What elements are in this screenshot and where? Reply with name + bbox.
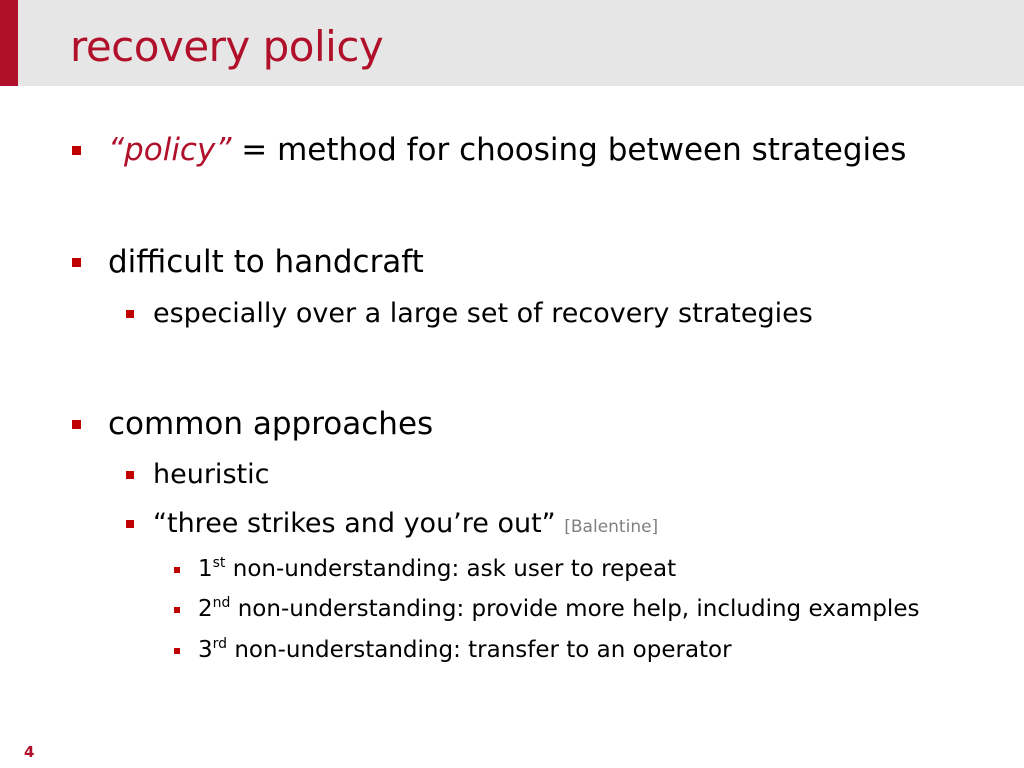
step-ordinal: 2	[198, 596, 213, 622]
square-bullet-icon	[72, 258, 81, 267]
step-ordinal: 1	[198, 556, 213, 582]
policy-definition: = method for choosing between strategies	[231, 132, 907, 168]
approaches-text: common approaches	[108, 406, 434, 442]
bullet-approaches	[108, 406, 434, 442]
square-bullet-icon	[72, 146, 81, 155]
step-text: non-understanding: provide more help, including examples	[230, 596, 920, 622]
bullet-handcraft-sub	[153, 300, 813, 327]
square-bullet-icon	[126, 471, 134, 479]
square-bullet-icon	[126, 310, 134, 318]
step-text: non-understanding: ask user to repeat	[225, 556, 677, 582]
slide-title: recovery policy	[70, 22, 384, 71]
citation: [Balentine]	[564, 517, 659, 537]
step-text: non-understanding: transfer to an operator	[227, 637, 732, 663]
accent-bar	[0, 0, 18, 86]
handcraft-text: difficult to handcraft	[108, 244, 424, 280]
square-bullet-icon	[126, 520, 134, 528]
bullet-three-strikes	[153, 510, 658, 537]
square-bullet-icon	[72, 420, 81, 429]
step-ordinal: 3	[198, 637, 213, 663]
step-ordinal-suffix: rd	[212, 636, 228, 652]
page-number: 4	[24, 743, 35, 761]
heuristic-text: heuristic	[153, 459, 270, 490]
bullet-heuristic	[153, 461, 269, 488]
bullet-step-2	[198, 595, 920, 622]
square-bullet-icon	[174, 648, 180, 654]
bullet-step-1	[198, 555, 677, 582]
policy-term: “policy”	[108, 132, 232, 168]
bullet-handcraft	[108, 244, 424, 280]
bullet-policy	[108, 132, 907, 168]
step-ordinal-suffix: nd	[212, 595, 231, 611]
square-bullet-icon	[174, 567, 180, 573]
step-ordinal-suffix: st	[212, 555, 226, 571]
square-bullet-icon	[174, 607, 180, 613]
bullet-step-3	[198, 636, 732, 663]
handcraft-sub-text: especially over a large set of recovery strategies	[153, 298, 813, 329]
three-strikes-text: “three strikes and you’re out”	[153, 508, 556, 539]
